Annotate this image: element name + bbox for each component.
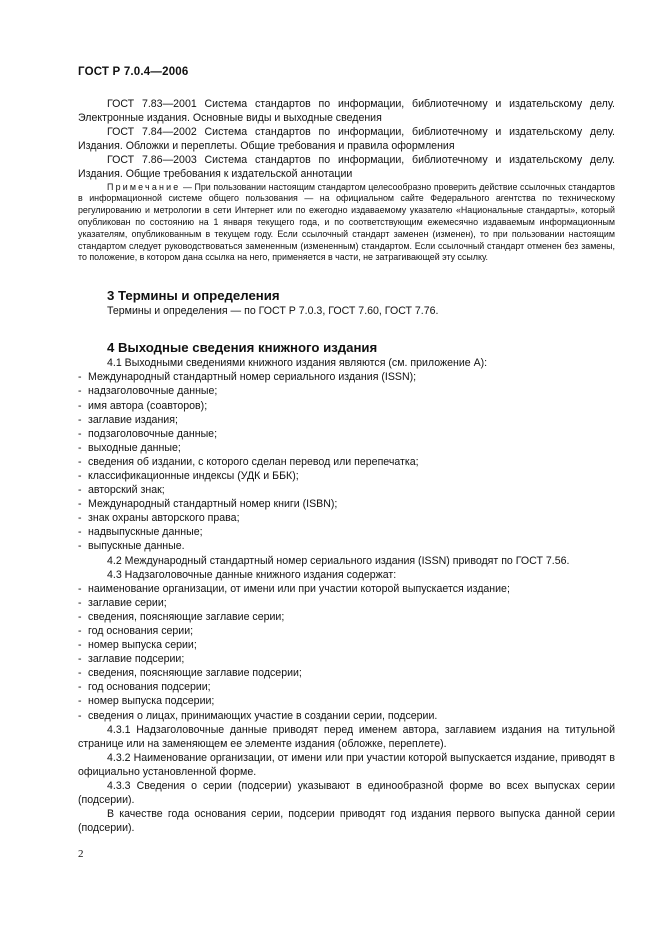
- list-item: - год основания серии;: [78, 624, 615, 638]
- list-item: - Международный стандартный номер книги (ISBN);: [78, 497, 615, 511]
- section-3-text: Термины и определения — по ГОСТ Р 7.0.3, ГОСТ 7.60, ГОСТ 7.76.: [107, 305, 439, 318]
- list-item: - выходные данные;: [78, 441, 615, 455]
- clause-4-3-3: 4.3.3 Сведения о серии (подсерии) указывают в единообразной форме во всех выпусках серии (подсерии).: [78, 780, 615, 807]
- list-item: - год основания подсерии;: [78, 680, 615, 694]
- page-number: 2: [78, 848, 84, 860]
- list-4-1: [78, 370, 615, 553]
- section-3-title: 3 Термины и определения: [107, 288, 280, 304]
- list-item: - заглавие серии;: [78, 596, 615, 610]
- list-item: - надзаголовочные данные;: [78, 384, 615, 398]
- list-item: - надвыпускные данные;: [78, 525, 615, 539]
- reference-gost-7-83: ГОСТ 7.83—2001 Система стандартов по информации, библиотечному и издательскому делу. Электронные издания. Основные виды и выходные сведения: [78, 98, 615, 125]
- list-item: - авторский знак;: [78, 483, 615, 497]
- clause-4-2: 4.2 Международный стандартный номер сериального издания (ISSN) приводят по ГОСТ 7.56.: [107, 554, 570, 567]
- list-item: - выпускные данные.: [78, 539, 615, 553]
- list-item: - знак охраны авторского права;: [78, 511, 615, 525]
- reference-gost-7-86: ГОСТ 7.86—2003 Система стандартов по информации, библиотечному и издательскому делу. Издания. Общие требования к издательской аннотации: [78, 154, 615, 181]
- list-item: - наименование организации, от имени или при участии которой выпускается издание;: [78, 582, 615, 596]
- list-item: - имя автора (соавторов);: [78, 399, 615, 413]
- list-item: - номер выпуска серии;: [78, 638, 615, 652]
- list-item: - подзаголовочные данные;: [78, 427, 615, 441]
- section-4-title: 4 Выходные сведения книжного издания: [107, 340, 378, 356]
- note-text: — При пользовании настоящим стандартом целесообразно проверить действие ссылочных стандартов в информационной системе общего пользования — на официальном сайте Федерального агентства по техническому регулированию и метрологии в сети Интернет или по ежегодно издаваемому указателю «Национальные стандарты», который опубликован по состоянию на 1 января текущего года, и по соответствующим ежемесячно издаваемым информационным указателям, опубликованным в текущем году. Если ссылочный стандарт заменен (изменен), то при пользовании настоящим стандартом следует руководствоваться замененным (измененным) стандартом. Если ссылочный стандарт отменен без замены, то положение, в котором дана ссылка на него, применяется в части, не затрагивающей эту ссылку.: [78, 181, 615, 263]
- list-item: - заглавие подсерии;: [78, 652, 615, 666]
- list-item: - классификационные индексы (УДК и ББК);: [78, 469, 615, 483]
- clause-4-3-1: 4.3.1 Надзаголовочные данные приводят перед именем автора, заглавием издания на титульной странице или на заменяющем ее элементе издания (обложке, переплете).: [78, 723, 615, 750]
- clause-4-3: 4.3 Надзаголовочные данные книжного издания содержат:: [107, 568, 397, 581]
- list-item: - сведения, поясняющие заглавие подсерии;: [78, 666, 615, 680]
- document-body: [78, 97, 615, 835]
- note-paragraph: [78, 182, 615, 265]
- clause-4-1: 4.1 Выходными сведениями книжного издания являются (см. приложение А):: [107, 357, 488, 370]
- list-item: - заглавие издания;: [78, 413, 615, 427]
- note-label: Примечание: [107, 181, 181, 192]
- list-item: - сведения, поясняющие заглавие серии;: [78, 610, 615, 624]
- clause-4-3-2: 4.3.2 Наименование организации, от имени или при участии которой выпускается издание, приводят в официально установленной форме.: [78, 751, 615, 778]
- list-item: - Международный стандартный номер сериального издания (ISSN);: [78, 370, 615, 384]
- list-4-3: [78, 582, 615, 723]
- list-item: - номер выпуска подсерии;: [78, 694, 615, 708]
- document-header-code: ГОСТ Р 7.0.4—2006: [78, 66, 189, 78]
- list-item: - сведения об издании, с которого сделан перевод или перепечатка;: [78, 455, 615, 469]
- reference-gost-7-84: ГОСТ 7.84—2002 Система стандартов по информации, библиотечному и издательскому делу. Издания. Обложки и переплеты. Общие требования и правила оформления: [78, 126, 615, 153]
- list-item: - сведения о лицах, принимающих участие в создании серии, подсерии.: [78, 709, 615, 723]
- clause-4-3-3-continuation: В качестве года основания серии, подсерии приводят год издания первого выпуска данной серии (подсерии).: [78, 808, 615, 835]
